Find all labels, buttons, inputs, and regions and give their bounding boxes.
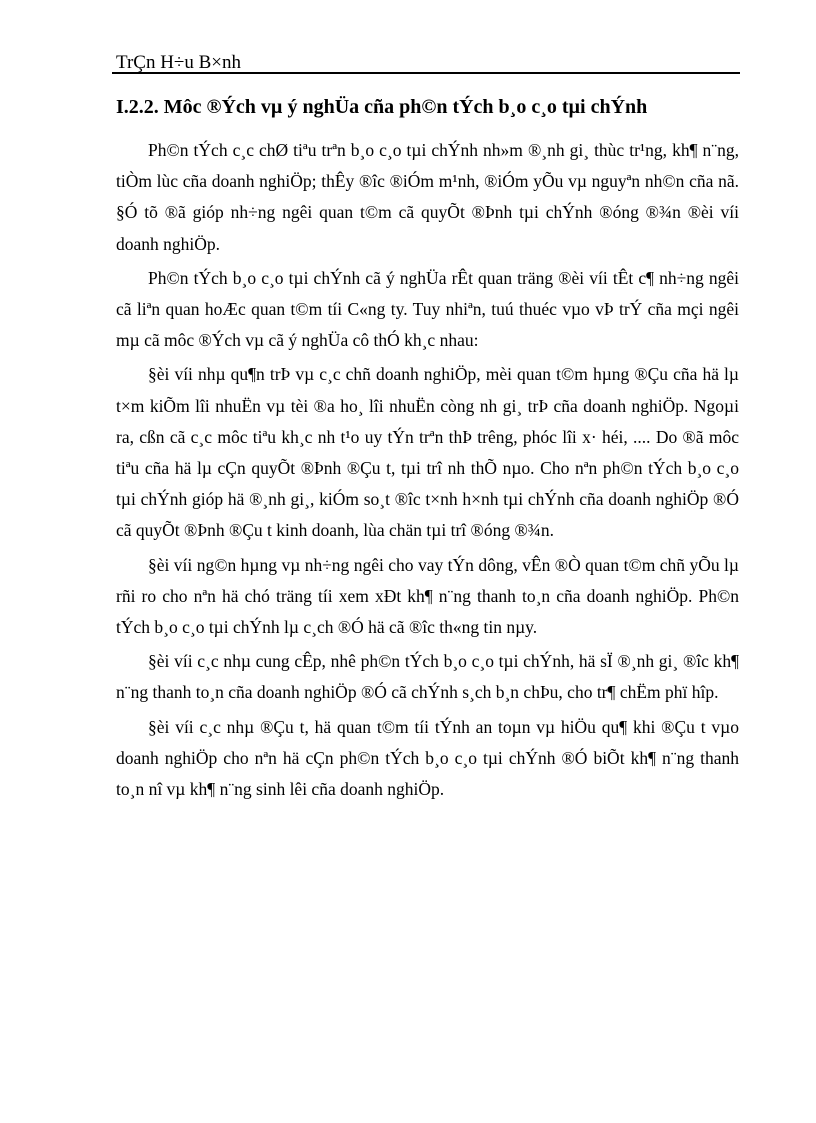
paragraph: Ph©n tÝch b¸o c¸o tµi chÝnh cã ý nghÜa rÊt quan träng ®èi víi tÊt c¶ nh÷ng ngêi cã liªn quan hoÆc quan t©m tíi C«ng ty. Tuy nhiªn, tuú thuéc vµo vÞ trÝ cña mçi ngêi mµ cã môc ®Ých vµ cã ý nghÜa cô thÓ kh¸c nhau: <box>116 267 739 351</box>
paragraph: §èi víi c¸c nhµ cung cÊp, nhê ph©n tÝch b¸o c¸o tµi chÝnh, hä sÏ ®¸nh gi¸ ®îc kh¶ n¨ng thanh to¸n cña doanh nghiÖp ®Ó cã chÝnh s¸ch b¸n chÞu, cho tr¶ chËm phï hîp. <box>116 651 739 703</box>
paragraph: §èi víi ng©n hµng vµ nh÷ng ngêi cho vay tÝn dông, vÊn ®Ò quan t©m chñ yÕu lµ rñi ro cho nªn hä chó träng tíi xem xÐt kh¶ n¨ng thanh to¸n cña doanh nghiÖp. Ph©n tÝch b¸o c¸o tµi chÝnh lµ c¸ch ®Ó hä cã ®îc th«ng tin nµy. <box>116 554 739 638</box>
paragraph: §èi víi nhµ qu¶n trÞ vµ c¸c chñ doanh nghiÖp, mèi quan t©m hµng ®Çu cña hä lµ t×m kiÕm lîi nhuËn vµ tèi ®a ho¸ lîi nhuËn còng nh gi¸ trÞ cña doanh nghiÖp. Ngoµi ra, cßn cã c¸c môc tiªu kh¸c nh t¹o uy tÝn trªn thÞ trêng, phóc lîi x· héi, .... Do ®ã môc tiªu cña hä lµ cÇn quyÕt ®Þnh ®Çu t, tµi trî nh thÕ nµo. Cho nªn ph©n tÝch b¸o c¸o tµi chÝnh gióp hä ®¸nh gi¸, kiÓm so¸t ®îc t×nh h×nh tµi chÝnh cña doanh nghiÖp ®Ó cã quyÕt ®Þnh ®Çu t kinh doanh, lùa chän tµi trî ®óng ®¾n. <box>116 364 739 541</box>
body-text <box>116 135 739 808</box>
header-divider <box>112 72 740 74</box>
paragraph: §èi víi c¸c nhµ ®Çu t, hä quan t©m tíi tÝnh an toµn vµ hiÖu qu¶ khi ®Çu t vµo doanh nghiÖp cho nªn hä cÇn ph©n tÝch b¸o c¸o tµi chÝnh ®Ó biÕt kh¶ n¨ng thanh to¸n nî vµ kh¶ n¨ng sinh lêi cña doanh nghiÖp. <box>116 716 739 800</box>
section-heading: I.2.2. Môc ®Ých vµ ý nghÜa cña ph©n tÝch b¸o c¸o tµi chÝnh <box>116 96 648 118</box>
paragraph: Ph©n tÝch c¸c chØ tiªu trªn b¸o c¸o tµi chÝnh nh»m ®¸nh gi¸ thùc tr¹ng, kh¶ n¨ng, tiÒm lùc cña doanh nghiÖp; thÊy ®îc ®iÓm m¹nh, ®iÓm yÕu vµ nguyªn nh©n cña nã. §Ó tõ ®ã gióp nh÷ng ngêi quan t©m cã quyÕt ®Þnh tµi chÝnh ®óng ®¾n ®èi víi doanh nghiÖp. <box>116 140 739 254</box>
running-header: TrÇn H÷u B×nh <box>116 52 241 73</box>
